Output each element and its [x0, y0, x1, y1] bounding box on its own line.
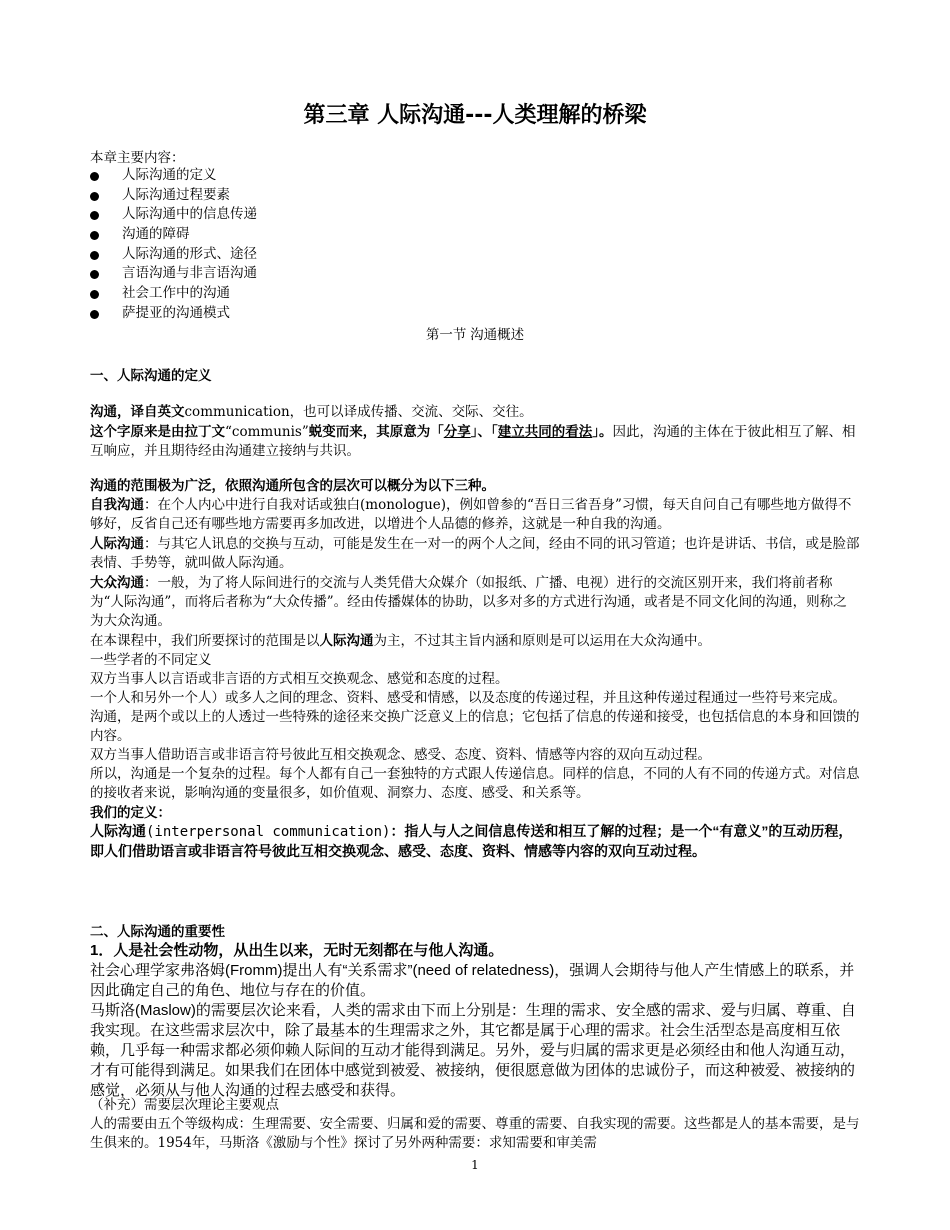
list-item: 人际沟通过程要素: [90, 186, 860, 206]
supplement-section: [90, 1096, 860, 1153]
scholar-definition: 双方当事人以言语或非言语的方式相互交换观念、感觉和态度的过程。: [90, 671, 509, 687]
supplement-label: （补充）需要层次理论主要观点: [90, 1097, 279, 1113]
mass-communication: 大众沟通：一般，为了将人际间进行的交流与人类凭借大众媒介（如报纸、广播、电视）进行的交流区别开来，我们将前者称为“人际沟通”，而将后者称为“大众传播”。经由传播媒体的协助，以多对多的方式进行沟通，或者是不同文化间的沟通，则称之为大众沟通。: [90, 575, 847, 629]
self-communication: 自我沟通：在个人内心中进行自我对话或独白(monologue)，例如曾参的“吾日三省吾身”习惯，每天自问自己有哪些地方做得不够好，反省自己还有哪些地方需要再多加改进，以增进个人品德的修养，这就是一种自我的沟通。: [90, 497, 852, 532]
interpersonal-communication: 人际沟通：与其它人讯息的交换与互动，可能是发生在一对一的两个人之间，经由不同的讯习管道；也许是讲话、书信，或是脸部表情、手势等，就叫做人际沟通。: [90, 536, 860, 571]
our-definition: 人际沟通(interpersonal communication)：指人与人之间信息传送和相互了解的过程；是一个“有意义”的互动历程，即人们借助语言或非语言符号彼此互相交换观念、感受、态度、资料、情感等内容的双向互动过程。: [90, 823, 853, 859]
our-definition-label: 我们的定义：: [90, 805, 171, 820]
definition-paragraph: 沟通，译自英文communication，也可以译成传播、交流、交际、交往。 这个字原来是由拉丁文“communis”蜕变而来，其原意为「分享」、「建立共同的看法」。因此，沟通的主体在于彼此相互了解、相互响应，并且期待经由沟通建立接纳与共识。: [90, 404, 856, 459]
bullet-icon: [90, 251, 99, 260]
bullet-icon: [90, 172, 99, 181]
bullet-icon: [90, 211, 99, 220]
scholar-definition: 双方当事人借助语言或非语言符号彼此互相交换观念、感受、态度、资料、情感等内容的双向互动过程。: [90, 747, 711, 763]
scholar-definition: 一个人和另外一个人）或多人之间的理念、资料、感受和情感，以及态度的传递过程，并且这种传递过程通过一些符号来完成。: [90, 690, 846, 706]
section-heading: 第一节 沟通概述: [425, 327, 525, 342]
supplement-text: 人的需要由五个等级构成：生理需要、安全需要、归属和爱的需要、尊重的需要、自我实现的需要。这些都是人的基本需要，是与生俱来的。1954年，马斯洛《激励与个性》探讨了另外两种需要：求知需要和审美需: [90, 1116, 860, 1151]
list-item: 言语沟通与非言语沟通: [90, 264, 860, 284]
contents-label: 本章主要内容：: [90, 150, 185, 165]
importance-section: [90, 941, 860, 1101]
list-item: 社会工作中的沟通: [90, 284, 860, 304]
scholar-summary: 所以，沟通是一个复杂的过程。每个人都有自己一套独特的方式跟人传递信息。同样的信息，不同的人有不同的传递方式。对信息的接收者来说，影响沟通的变量很多，如价值观、洞察力、态度、感受、和关系等。: [90, 766, 860, 801]
point-one: 1．人是社会性动物，从出生以来，无时无刻都在与他人沟通。: [90, 942, 504, 959]
course-scope: 在本课程中，我们所要探讨的范围是以人际沟通为主，不过其主旨内涵和原则是可以运用在大众沟通中。: [90, 633, 711, 649]
list-item: 萨提亚的沟通模式: [90, 304, 860, 324]
scholars-label: 一些学者的不同定义: [90, 652, 212, 668]
heading-definition: 一、人际沟通的定义: [90, 368, 212, 383]
bullet-icon: [90, 290, 99, 299]
fromm-paragraph: 社会心理学家弗洛姆(Fromm)提出人有“关系需求”(need of relatedness)，强调人会期待与他人产生情感上的联系，并因此确定自己的角色、地位与存在的价值。: [90, 962, 855, 999]
scope-heading: 沟通的范围极为广泛，依照沟通所包含的层次可以概分为以下三种。: [90, 478, 495, 493]
scope-section: [90, 476, 860, 862]
maslow-paragraph: 马斯洛(Maslow)的需要层次论来看，人类的需求由下而上分别是：生理的需求、安全感的需求、爱与归属、尊重、自我实现。在这些需求层次中，除了最基本的生理需求之外，其它都是属于心理的需求。社会生活型态是高度相互依赖，几乎每一种需求都必须仰赖人际间的互动才能得到满足。另外，爱与归属的需求更是必须经由和他人沟通互动，才有可能得到满足。如果我们在团体中感觉到被爱、被接纳，便很愿意做为团体的忠诚份子，而这种被爱、被接纳的感觉，必须从与他人沟通的过程去感受和获得。: [90, 1002, 856, 1099]
heading-importance: 二、人际沟通的重要性: [90, 924, 225, 939]
bullet-icon: [90, 270, 99, 279]
list-item: 沟通的障碍: [90, 225, 860, 245]
list-item: 人际沟通中的信息传递: [90, 205, 860, 225]
contents-list: [90, 166, 860, 324]
bullet-icon: [90, 192, 99, 201]
bullet-icon: [90, 231, 99, 240]
chapter-title: 第三章 人际沟通---人类理解的桥梁: [303, 103, 647, 128]
scholar-definition: 沟通，是两个或以上的人透过一些特殊的途径来交换广泛意义上的信息；它包括了信息的传递和接受，也包括信息的本身和回馈的内容。: [90, 709, 860, 744]
bullet-icon: [90, 310, 99, 319]
page-number: 1: [471, 1158, 479, 1172]
list-item: 人际沟通的形式、途径: [90, 245, 860, 265]
list-item: 人际沟通的定义: [90, 166, 860, 186]
